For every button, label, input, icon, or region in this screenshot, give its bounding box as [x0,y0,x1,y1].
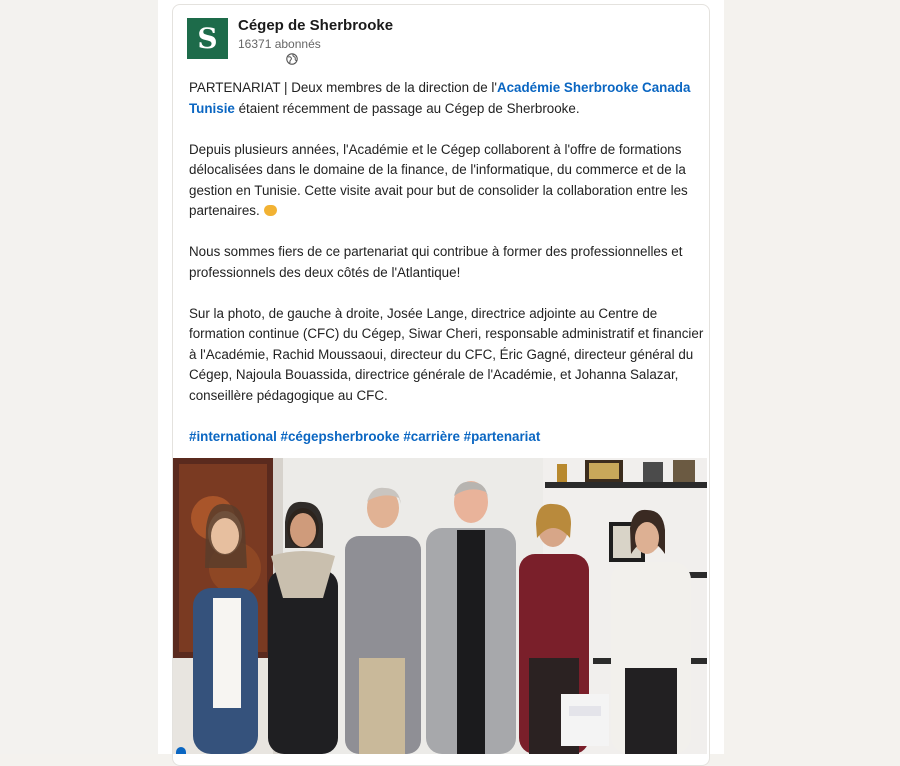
paragraph-pride: Nous sommes fiers de ce partenariat qui contribue à former des professionnelles et professionnels des deux côtés de l'Atlantique! [189,244,683,280]
company-logo[interactable] [187,18,228,59]
globe-icon [286,53,298,65]
paragraph-collaboration: Depuis plusieurs années, l'Académie et le Cégep collaborent à l'offre de formations délocalisées dans le domaine de la finance, de l'informatique, du commerce et de la gestion en Tunisie. Cette visite avait pour but de consolider la collaboration entre les partenaires. [189,141,688,218]
paragraph-intro: PARTENARIAT | Deux membres de la direction de l'Académie Sherbrooke Canada Tunisie étaient récemment de passage au Cégep de Sherbrooke. [189,80,691,116]
group-photo-illustration [173,458,707,754]
page-background [0,0,158,754]
paragraph-photo-caption: Sur la photo, de gauche à droite, Josée Lange, directrice adjointe au Centre de formation continue (CFC) du Cégep, Siwar Cheri, responsable administratif et financier à l'Académie, Rachid Moussaoui, directeur du CFC, Éric Gagné, directeur général du Cégep, Najoula Bouassida, directrice générale de l'Académie, et Johanna Salazar, conseillère pédagogique au CFC. [189,305,704,403]
academie-link[interactable]: Académie Sherbrooke Canada Tunisie [189,80,691,116]
post-photo[interactable] [173,458,707,754]
post-body [189,78,705,468]
org-name-link[interactable]: Cégep de Sherbrooke [238,17,394,34]
hashtags[interactable]: #international #cégepsherbrooke #carrière #partenariat [189,428,541,444]
follower-count: 16371 abonnés [238,37,321,51]
reaction-icon [176,747,186,754]
logo-letter: S [197,21,218,55]
handshake-emoji [264,205,277,216]
